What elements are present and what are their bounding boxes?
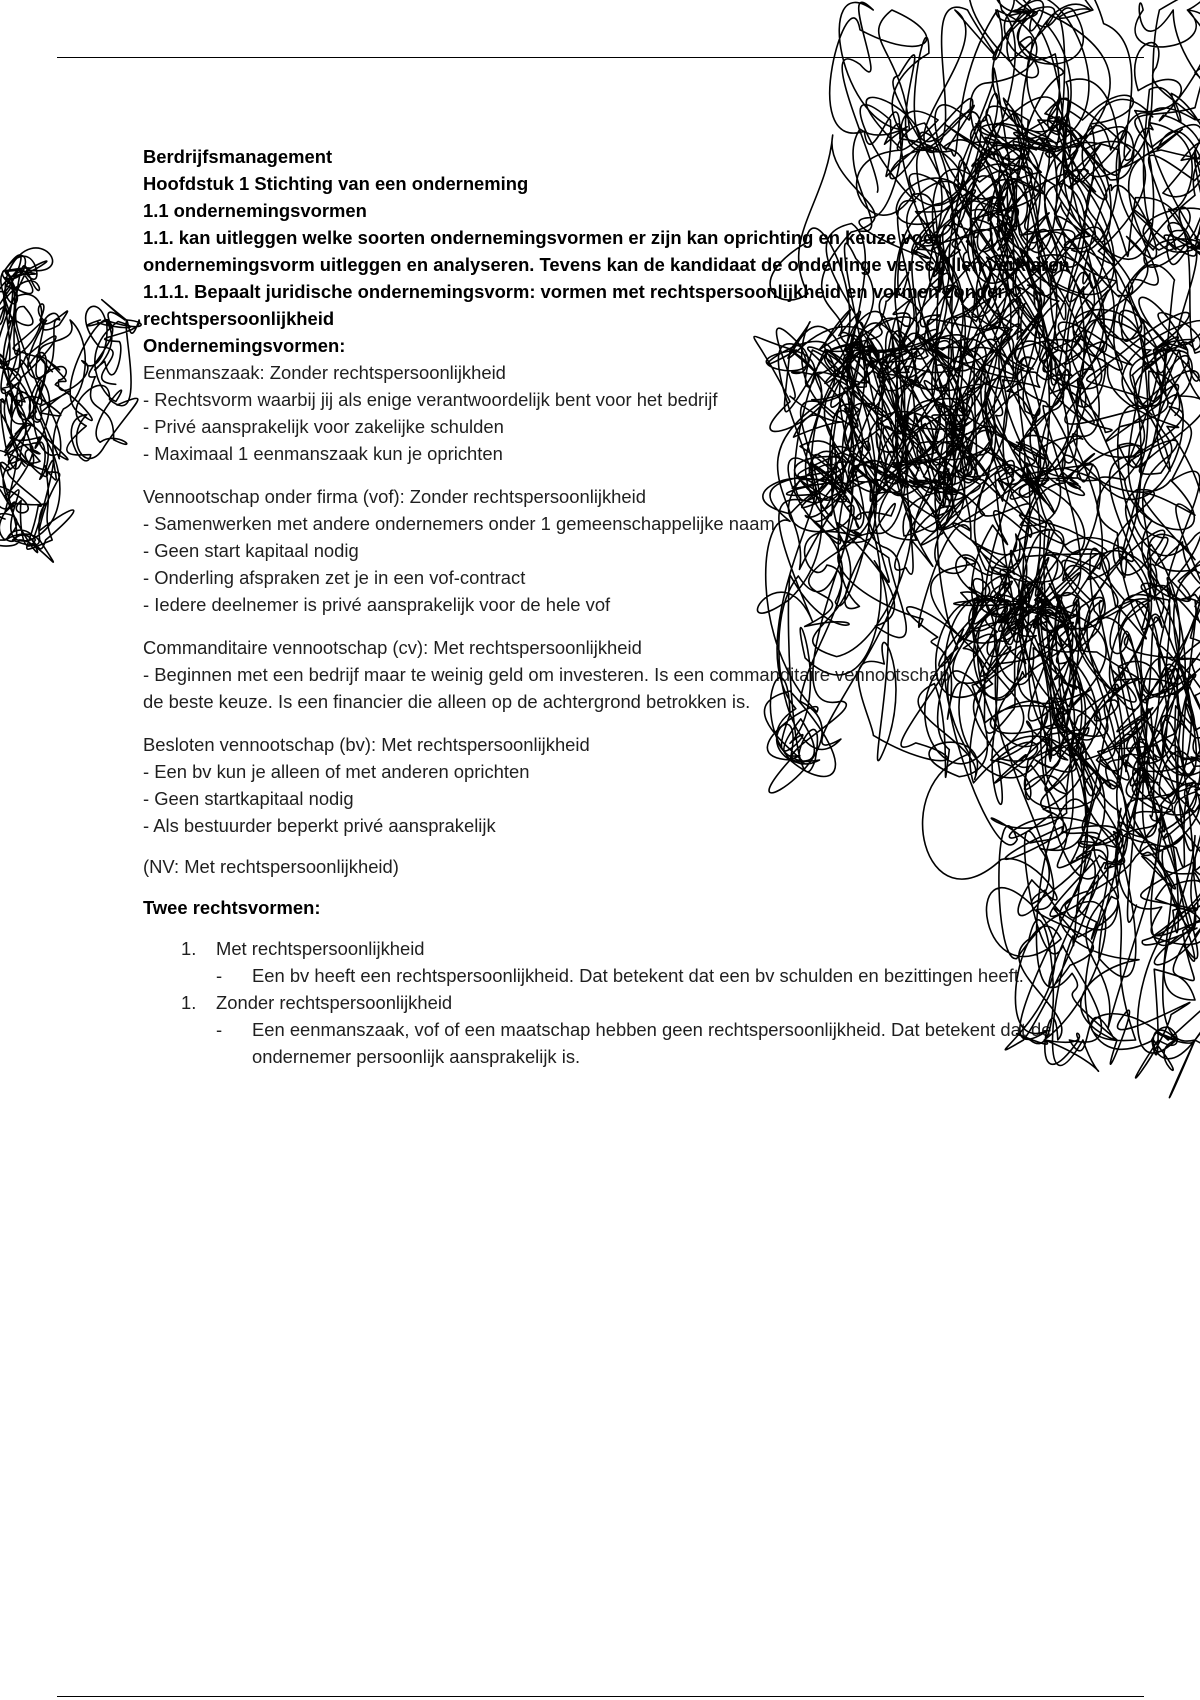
block-line: - Beginnen met een bedrijf maar te weinig geld om investeren. Is een commanditaire vennootschap: [143, 664, 950, 685]
block-line: de beste keuze. Is een financier die alleen op de achtergrond betrokken is.: [143, 691, 751, 712]
block-title: Besloten vennootschap (bv): Met rechtspersoonlijkheid: [143, 734, 590, 755]
block-line: - Rechtsvorm waarbij jij als enige verantwoordelijk bent voor het bedrijf: [143, 389, 718, 410]
chapter-title: Hoofdstuk 1 Stichting van een onderneming: [143, 173, 529, 194]
sub-list-text: Een bv heeft een rechtspersoonlijkheid. Dat betekent dat een bv schulden en bezittingen heeft.: [252, 965, 1024, 986]
section-title: 1.1 ondernemingsvormen: [143, 200, 367, 221]
block-title: Commanditaire vennootschap (cv): Met rechtspersoonlijkheid: [143, 637, 642, 658]
block-line: - Iedere deelnemer is privé aansprakelijk voor de hele vof: [143, 594, 611, 615]
dash-bullet: -: [216, 965, 223, 986]
block-title: Vennootschap onder firma (vof): Zonder rechtspersoonlijkheid: [143, 486, 646, 507]
list-item: [143, 989, 1073, 1016]
learning-objective: 1.1. kan uitleggen welke soorten ondernemingsvormen er zijn kan oprichting en keuze voor ondernemingsvorm uitleggen en analyseren. Tevens kan de kandidaat de onderlinge verschillen verklaren: [143, 227, 1070, 275]
block-cv: [143, 634, 1073, 715]
block-line: - Geen startkapitaal nodig: [143, 788, 354, 809]
scribble-stroke: [0, 248, 74, 562]
list-number: 1.: [181, 938, 197, 959]
course-title: Berdrijfsmanagement: [143, 146, 333, 167]
block-vof: [143, 483, 1073, 618]
block-line: - Maximaal 1 eenmanszaak kun je oprichten: [143, 443, 503, 464]
sub-list-item: [143, 962, 1073, 989]
list-label: Zonder rechtspersoonlijkheid: [216, 992, 453, 1013]
list-label: Met rechtspersoonlijkheid: [216, 938, 425, 959]
two-forms-heading: Twee rechtsvormen:: [143, 897, 321, 918]
list-item: [143, 935, 1073, 962]
document-body: [143, 143, 1073, 1070]
sub-list-item: [143, 1016, 1073, 1070]
block-eenmanszaak: [143, 359, 1073, 467]
dash-bullet: -: [216, 1019, 223, 1040]
block-title: Eenmanszaak: Zonder rechtspersoonlijkheid: [143, 362, 506, 383]
block-line: - Als bestuurder beperkt privé aansprakelijk: [143, 815, 496, 836]
block-line: - Een bv kun je alleen of met anderen oprichten: [143, 761, 530, 782]
subsection-title: 1.1.1. Bepaalt juridische ondernemingsvorm: vormen met rechtspersoonlijkheid en vormen zonder rechtspersoonlijkheid: [143, 281, 1005, 329]
header-rule: [57, 57, 1144, 58]
block-bv: [143, 731, 1073, 839]
nv-note: (NV: Met rechtspersoonlijkheid): [143, 856, 399, 877]
two-forms-list: [143, 935, 1073, 1070]
footer-rule: [57, 1696, 1144, 1697]
forms-heading: Ondernemingsvormen:: [143, 335, 346, 356]
sub-list-text: Een eenmanszaak, vof of een maatschap hebben geen rechtspersoonlijkheid. Dat betekent dat de ondernemer persoonlijk aansprakelijk is.: [252, 1019, 1052, 1067]
block-line: - Privé aansprakelijk voor zakelijke schulden: [143, 416, 504, 437]
block-line: - Samenwerken met andere ondernemers onder 1 gemeenschappelijke naam: [143, 513, 775, 534]
block-line: - Onderling afspraken zet je in een vof-contract: [143, 567, 526, 588]
scribble-left: [0, 248, 141, 562]
list-number: 1.: [181, 992, 197, 1013]
scribble-stroke: [10, 300, 141, 480]
block-line: - Geen start kapitaal nodig: [143, 540, 359, 561]
